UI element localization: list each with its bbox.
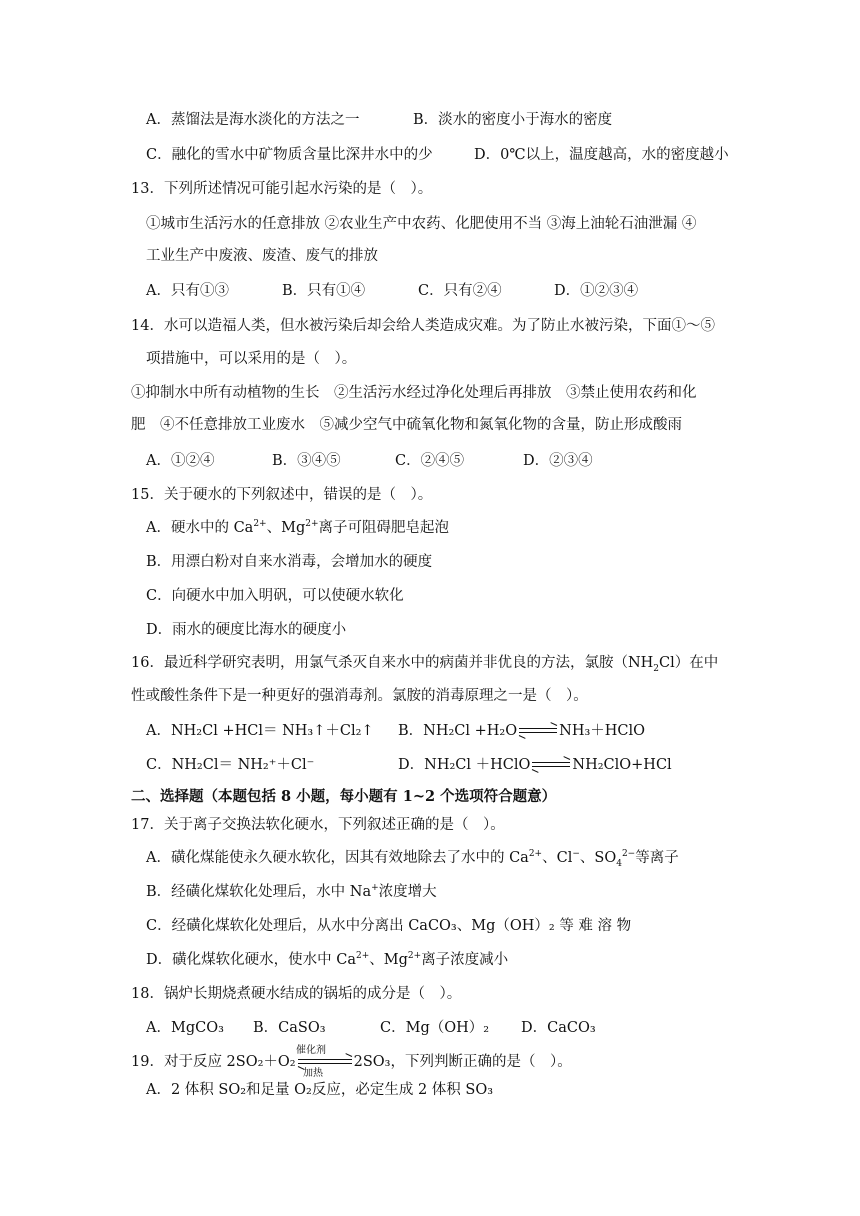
q13-option-d: D．①②③④ [554,283,639,299]
q13-line2: 工业生产中废液、废渣、废气的排放 [146,248,378,264]
q16-option-c: C．NH₂Cl＝ NH₂⁺＋Cl⁻ [146,757,315,773]
q15-stem: 15．关于硬水的下列叙述中，错误的是（ ）。 [131,487,433,503]
q15-option-d: D．雨水的硬度比海水的硬度小 [146,622,347,638]
q16-option-b: B．NH₂Cl +H₂O NH₃＋HClO [398,723,646,739]
q17-option-c: C．经磺化煤软化处理后，从水中分离出 CaCO₃、Mg（OH）₂ 等 难 溶 物 [146,918,632,934]
q13-option-b: B．只有①④ [282,283,366,299]
q18-option-d: D．CaCO₃ [521,1020,596,1036]
q19-option-a: A．2 体积 SO₂和足量 O₂反应，必定生成 2 体积 SO₃ [146,1082,494,1098]
q18-stem: 18．锅炉长期烧煮硬水结成的锅垢的成分是（ ）。 [131,986,462,1002]
q17-stem: 17．关于离子交换法软化硬水，下列叙述正确的是（ ）。 [131,817,505,833]
q19-stem: 19．对于反应 2SO₂＋O₂ 2SO₃，下列判断正确的是（ ）。 [131,1054,572,1070]
reaction-condition-heat: 加热 [303,1068,323,1079]
q16-stem-2: 性或酸性条件下是一种更好的强消毒剂。氯胺的消毒原理之一是（ ）。 [131,688,588,704]
q12-option-d: D．0℃以上，温度越高，水的密度越小 [474,147,729,163]
q14-option-a: A．①②④ [146,453,215,469]
q14-option-c: C．②④⑤ [395,453,465,469]
q14-option-b: B．③④⑤ [272,453,341,469]
q12-option-a: A．蒸馏法是海水淡化的方法之一 [146,112,360,128]
reaction-condition-catalyst: 催化剂 [296,1045,326,1056]
q15-option-b: B．用漂白粉对自来水消毒，会增加水的硬度 [146,554,433,570]
q13-option-a: A．只有①③ [146,283,229,299]
q13-stem: 13．下列所述情况可能引起水污染的是（ ）。 [131,181,433,197]
q15-option-a: A．硬水中的 $Ca^{2+}$、$Mg^{2+}$离子可阻碍肥皂起泡 [146,519,450,536]
q18-option-a: A．MgCO₃ [146,1020,224,1036]
q17-option-a: A．磺化煤能使永久硬水软化，因其有效地除去了水中的 $Ca^{2+}$、Cl−、$SO_4^{2-}$等离子 [146,849,679,869]
q15-option-c: C．向硬水中加入明矾，可以使硬水软化 [146,588,404,604]
q13-line1: ①城市生活污水的任意排放 ②农业生产中农药、化肥使用不当 ③海上油轮石油泄漏 ④ [146,216,697,232]
q14-stem-1: 14．水可以造福人类，但水被污染后却会给人类造成灾难。为了防止水被污染，下面①～⑤ [131,318,715,334]
q14-option-d: D．②③④ [523,453,593,469]
q14-line1: ①抑制水中所有动植物的生长 ②生活污水经过净化处理后再排放 ③禁止使用农药和化 [131,385,697,401]
q17-option-b: B．经磺化煤软化处理后，水中 Na+浓度增大 [146,883,437,900]
q13-option-c: C．只有②④ [418,283,502,299]
q16-option-d: D．NH₂Cl ＋HClO NH₂ClO+HCl [398,757,672,773]
reversible-arrow-icon [519,726,557,736]
q16-option-a: A．NH₂Cl +HCl＝ NH₃↑＋Cl₂↑ [146,723,374,739]
q12-option-c: C．融化的雪水中矿物质含量比深井水中的少 [146,147,433,163]
reversible-arrow-icon [532,760,570,770]
q17-option-d: D．磺化煤软化硬水，使水中 $Ca^{2+}$、$Mg^{2+}$离子浓度减小 [146,951,509,968]
section-heading: 二、选择题（本题包括 8 小题，每小题有 1~2 个选项符合题意） [131,788,557,805]
q14-line2: 肥 ④不任意排放工业废水 ⑤减少空气中硫氧化物和氮氧化物的含量，防止形成酸雨 [131,417,682,433]
q18-option-b: B．CaSO₃ [253,1020,326,1036]
q18-option-c: C．Mg（OH）₂ [380,1020,490,1036]
q14-stem-2: 项措施中，可以采用的是（ ）。 [146,351,357,367]
q12-option-b: B．淡水的密度小于海水的密度 [413,112,613,128]
q16-stem-1: 16．最近科学研究表明，用氯气杀灭自来水中的病菌并非优良的方法，氯胺$(NH_2Cl)$在中 [131,655,719,674]
